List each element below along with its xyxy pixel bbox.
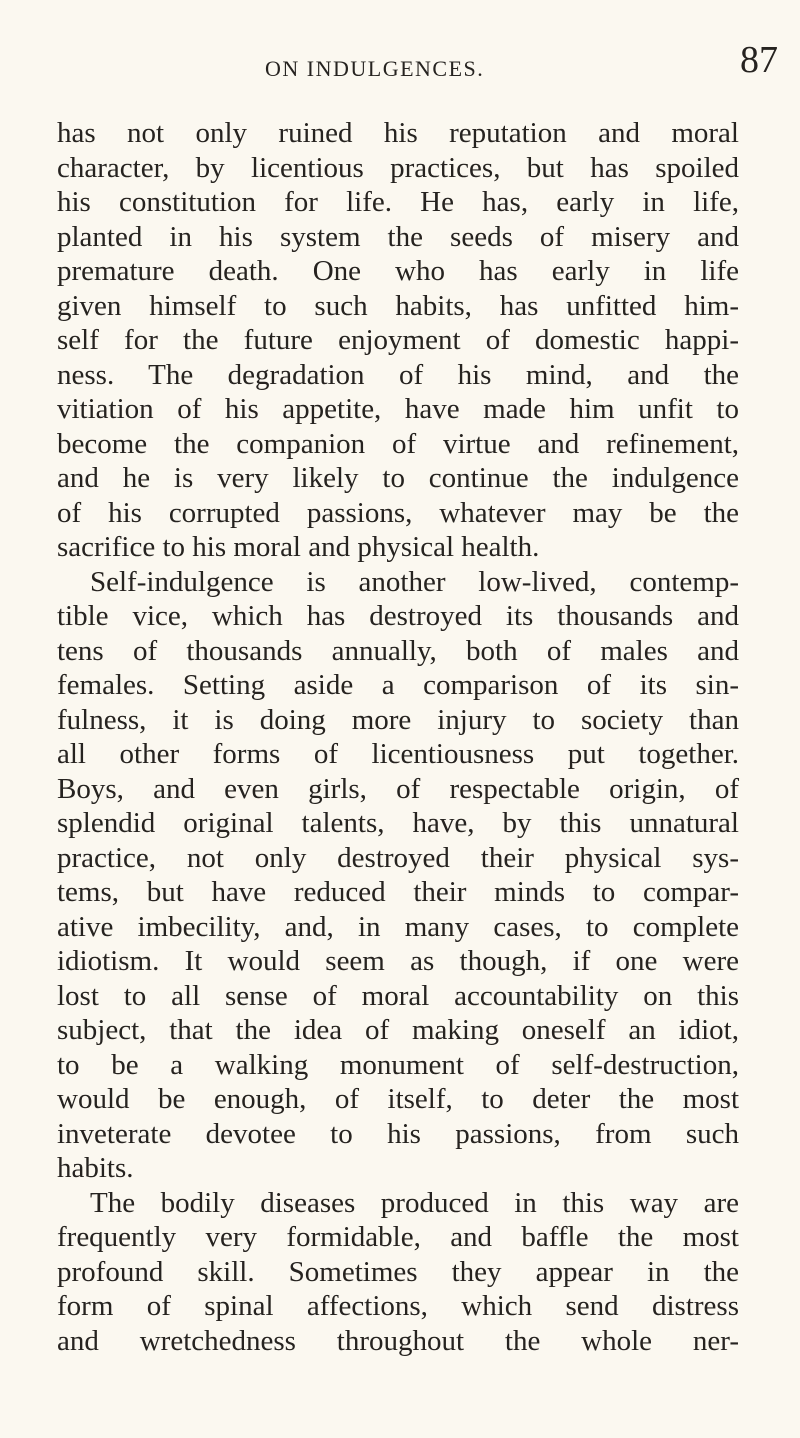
text-line: premature death. One who has early in life <box>57 255 739 287</box>
text-line: subject, that the idea of making oneself an idiot, <box>57 1014 739 1046</box>
text-line: all other forms of licentiousness put together. <box>57 738 739 770</box>
text-line: and he is very likely to continue the indulgence <box>57 462 739 494</box>
text-line: habits. <box>57 1152 134 1184</box>
text-line: his constitution for life. He has, early in life, <box>57 186 739 218</box>
text-line: idiotism. It would seem as though, if one were <box>57 945 739 977</box>
text-line: has not only ruined his reputation and moral <box>57 117 739 149</box>
text-line: become the companion of virtue and refinement, <box>57 427 739 460</box>
text-line: planted in his system the seeds of misery and <box>57 220 739 253</box>
text-line: would be enough, of itself, to deter the most <box>57 1083 739 1115</box>
text-line: splendid original talents, have, by this unnatural <box>57 807 739 839</box>
text-line: fulness, it is doing more injury to society than <box>57 703 739 736</box>
text-line: ness. The degradation of his mind, and the <box>57 358 739 391</box>
text-line: form of spinal affections, which send distress <box>57 1290 739 1322</box>
text-line: given himself to such habits, has unfitted him- <box>57 289 739 322</box>
text-line: self for the future enjoyment of domestic happi- <box>57 324 739 356</box>
text-line: frequently very formidable, and baffle the most <box>57 1221 739 1253</box>
text-line: profound skill. Sometimes they appear in the <box>57 1255 739 1288</box>
text-line: character, by licentious practices, but has spoiled <box>57 151 739 184</box>
body-text <box>57 116 739 1358</box>
text-line: of his corrupted passions, whatever may be the <box>57 496 739 529</box>
text-line: The bodily diseases produced in this way are <box>90 1186 739 1219</box>
text-line: tens of thousands annually, both of males and <box>57 634 739 667</box>
text-line: Self-indulgence is another low-lived, contemp- <box>90 565 739 598</box>
text-line: and wretchedness throughout the whole ner- <box>57 1324 739 1357</box>
text-line: females. Setting aside a comparison of its sin- <box>57 669 739 701</box>
text-line: to be a walking monument of self-destruction, <box>57 1048 739 1081</box>
text-line: Boys, and even girls, of respectable origin, of <box>57 772 739 805</box>
text-line: practice, not only destroyed their physical sys- <box>57 841 739 874</box>
text-line: ative imbecility, and, in many cases, to complete <box>57 910 739 943</box>
text-line: inveterate devotee to his passions, from such <box>57 1117 739 1150</box>
running-head: ON INDULGENCES. <box>265 56 485 81</box>
text-line: lost to all sense of moral accountability on this <box>57 979 739 1012</box>
text-line: tible vice, which has destroyed its thousands and <box>57 600 739 632</box>
text-line: vitiation of his appetite, have made him unfit to <box>57 393 739 425</box>
text-line: tems, but have reduced their minds to compar- <box>57 876 739 908</box>
text-line: sacrifice to his moral and physical health. <box>57 531 540 563</box>
page-number: 87 <box>740 39 778 81</box>
